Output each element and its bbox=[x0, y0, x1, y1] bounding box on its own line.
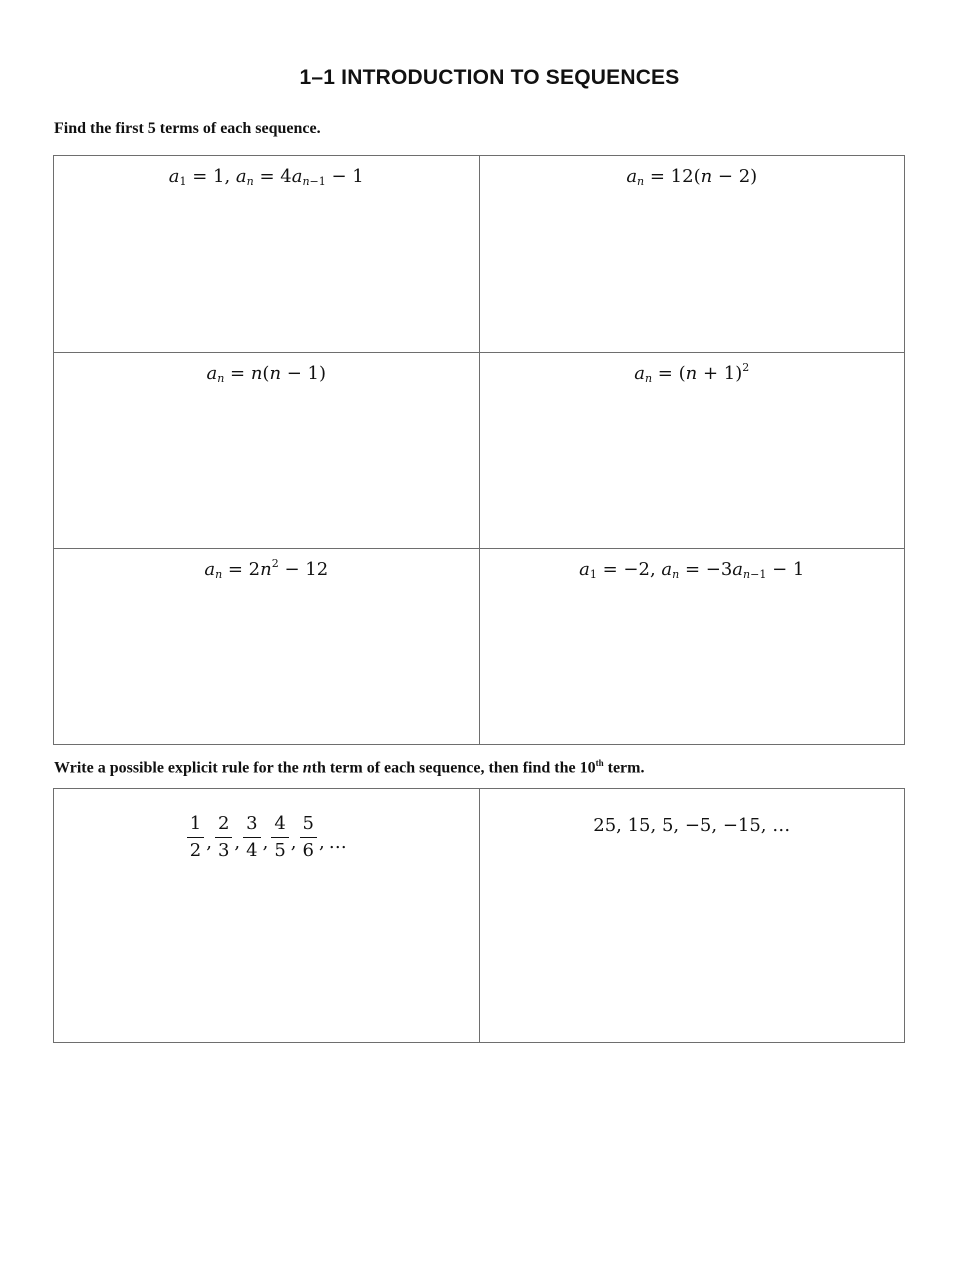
problem-8-list-sequence: 25, 15, 5, −5, −15, … bbox=[593, 815, 791, 836]
fraction-ellipsis: … bbox=[328, 832, 347, 853]
fraction-denominator: 4 bbox=[246, 840, 258, 861]
explicit-rule-table bbox=[53, 788, 905, 1043]
fraction bbox=[215, 813, 232, 862]
instruction-explicit-rule bbox=[54, 758, 644, 777]
fraction bbox=[187, 813, 204, 862]
problem-cell-6[interactable] bbox=[479, 549, 905, 745]
fraction bbox=[300, 813, 317, 862]
fraction bbox=[271, 813, 288, 862]
instruction-find-terms: Find the first 5 terms of each sequence. bbox=[54, 120, 321, 137]
problem-7-fraction-sequence: $\frac{1}{2}$ , $\frac{2}{3}$ , $\frac{3}{4}$ , $\frac{4}{5}$ , $\frac{5}{6}$ , … bbox=[185, 813, 348, 862]
instruction-text-part: Write a possible explicit rule for the bbox=[54, 759, 303, 777]
problem-5-formula: $a_n = 2n^2 - 12$ bbox=[204, 557, 329, 581]
fraction-denominator: 6 bbox=[302, 840, 314, 861]
instruction-text-part: term. bbox=[603, 759, 645, 777]
problem-1-formula: $a_1 = 1$, $a_n = 4a_{n-1} - 1$ bbox=[168, 166, 364, 188]
fraction-denominator: 3 bbox=[217, 840, 230, 861]
problem-cell-8[interactable] bbox=[479, 789, 905, 1043]
fraction-numerator: 4 bbox=[271, 813, 288, 838]
instruction-n-italic: n bbox=[302, 759, 312, 777]
fraction-denominator: 5 bbox=[274, 840, 286, 861]
fraction-numerator: 2 bbox=[215, 813, 232, 838]
problem-2-formula: $a_n = 12(n - 2)$ bbox=[626, 166, 758, 188]
problem-4-formula: $a_n = (n + 1)^2$ bbox=[634, 361, 750, 385]
fraction-denominator: 2 bbox=[189, 840, 202, 861]
sequence-terms-table bbox=[53, 155, 905, 745]
page-title: 1–1 INTRODUCTION TO SEQUENCES bbox=[299, 66, 680, 89]
fraction-numerator: 1 bbox=[187, 813, 204, 838]
fraction-numerator: 5 bbox=[300, 813, 317, 838]
problem-3-formula: $a_n = n(n - 1)$ bbox=[206, 363, 327, 385]
problem-cell-7[interactable] bbox=[54, 789, 480, 1043]
instruction-superscript: th bbox=[595, 758, 604, 768]
problem-6-formula: $a_1 = -2$, $a_n = -3a_{n-1} - 1$ bbox=[579, 559, 805, 581]
problem-cell-4[interactable] bbox=[479, 353, 905, 549]
instruction-text-part: th term of each sequence, then find the 10 bbox=[311, 759, 596, 777]
problem-cell-3[interactable] bbox=[54, 353, 480, 549]
problem-cell-5[interactable] bbox=[54, 549, 480, 745]
problem-cell-2[interactable] bbox=[479, 156, 905, 353]
problem-cell-1[interactable] bbox=[54, 156, 480, 353]
fraction-numerator: 3 bbox=[243, 813, 260, 838]
fraction bbox=[243, 813, 260, 862]
